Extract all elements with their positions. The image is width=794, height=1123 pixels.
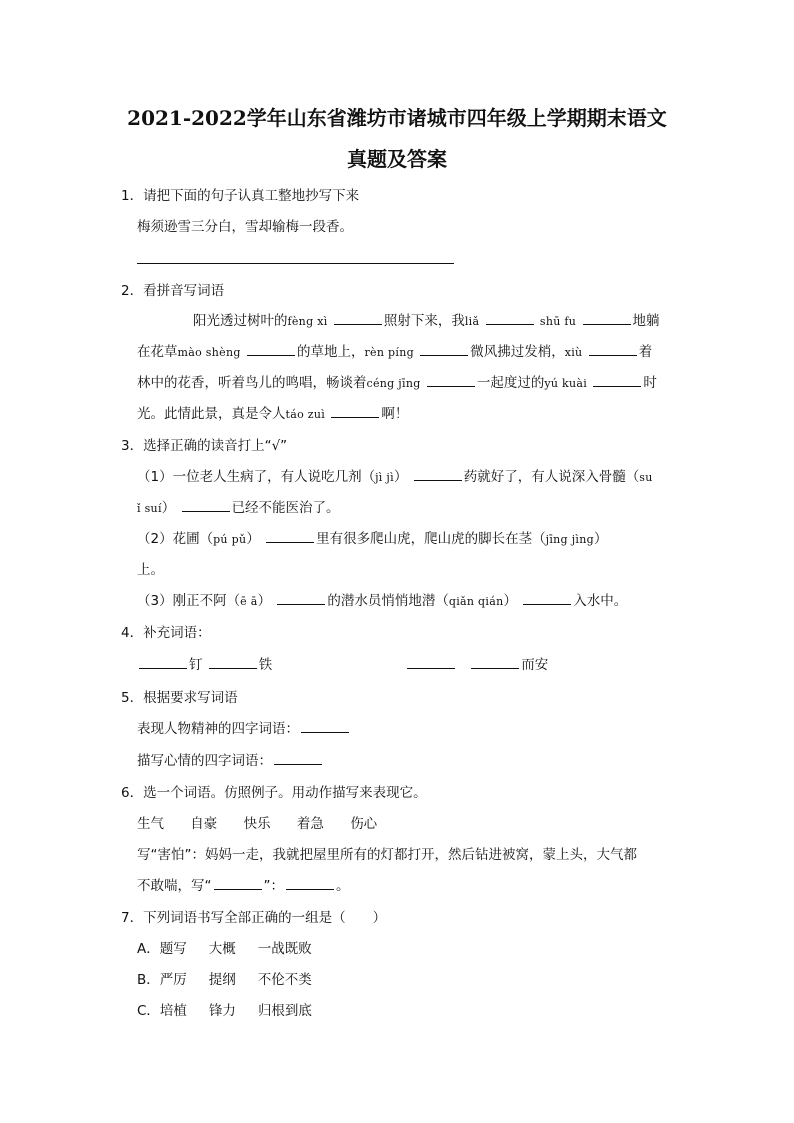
q6-text: 不敢喘，写“ [137,878,212,894]
answer-blank[interactable] [286,877,334,890]
pinyin: xiù [564,346,583,359]
answer-blank[interactable] [427,374,475,387]
q2-text: 光。此情此景，真是令人 [137,406,286,422]
q7-option-b[interactable] [137,971,312,989]
q3-text: ） [161,500,176,516]
q3-text: ） [503,593,517,609]
q6-word: 生气 [137,816,164,832]
pinyin: mào shèng [177,346,241,359]
q2-text: 啊！ [381,406,409,422]
q3-text: 药就好了，有人说深入骨髓（ [463,469,640,485]
q2-line4 [137,405,408,424]
q3-text: （1）一位老人生病了，有人说吃几剂（ [137,469,376,485]
option-text: 提纲 [208,972,236,988]
q3-text: ） [593,531,608,547]
q3-line5 [137,592,627,611]
q3-text: ） [257,593,272,609]
q1-answer-line [137,263,454,264]
option-text: 大概 [208,941,236,957]
q6-word: 着急 [296,816,324,832]
option-text: 锋力 [208,1003,236,1019]
answer-blank[interactable] [334,312,382,325]
q6-example-line2 [137,877,350,895]
answer-blank[interactable] [277,592,325,605]
q6-example-line1: 写“害怕”：妈妈一走，我就把屋里所有的灯都打开，然后钻进被窝，蒙上头，大气都 [137,847,637,863]
q4-word: 钉 [189,657,203,673]
q3-text: （3）刚正不阿（ [137,593,241,609]
q3-line3 [137,530,607,549]
q4-line [137,656,272,674]
pinyin: pú pǔ [213,533,247,546]
q3-text: 里有很多爬山虎，爬山虎的脚长在茎（ [316,531,546,547]
answer-blank[interactable] [266,530,314,543]
q7-option-c[interactable] [137,1002,312,1020]
pinyin: qiǎn qián [448,595,504,608]
q2-text: 在花草 [137,344,178,360]
q3-text: 入水中。 [573,593,628,609]
q6-text: ”： [263,878,284,894]
answer-blank[interactable] [414,468,462,481]
pinyin: liǎ [464,315,480,328]
answer-blank[interactable] [209,656,257,669]
q2-line3 [137,374,657,393]
answer-blank[interactable] [420,343,468,356]
q5-line2 [137,752,324,770]
answer-blank[interactable] [486,312,534,325]
q2-text: 时 [643,375,657,391]
option-text: 不伦不类 [257,972,312,988]
q3-text: （2）花圃（ [137,531,214,547]
q3-text: 的潜水员悄悄地潜（ [327,593,449,609]
answer-blank[interactable] [589,343,637,356]
answer-blank[interactable] [274,752,322,765]
q7-heading: 7．下列词语书写全部正确的一组是（ ） [121,910,387,926]
q2-text: 地躺 [632,313,660,329]
q6-word: 伤心 [350,816,378,832]
q5-text: 表现人物精神的四字词语： [137,721,299,737]
answer-blank[interactable] [471,656,519,669]
answer-blank[interactable] [331,405,379,418]
pinyin: su [639,471,653,484]
pinyin: yú kuài [544,377,588,390]
q6-word-list [137,815,377,833]
q1-sentence: 梅须逊雪三分白，雪却输梅一段香。 [137,219,353,235]
answer-blank[interactable] [301,720,349,733]
q6-heading: 6．选一个词语。仿照例子。用动作描写来表现它。 [121,785,427,801]
q5-text: 描写心情的四字词语： [137,753,272,769]
q6-word: 快乐 [243,816,271,832]
q2-text: 林中的花香，听着鸟儿的鸣唱，畅谈着 [137,375,367,391]
q2-text: 照射下来，我 [383,313,465,329]
option-text: C．培植 [137,1003,187,1019]
q3-text: ） [246,531,260,547]
answer-blank[interactable] [407,656,455,669]
q7-option-a[interactable] [137,940,312,958]
pinyin: jì jì [375,471,394,484]
pinyin: jīng jìng [545,533,594,546]
q4-heading: 4．补充词语： [121,625,211,641]
answer-blank[interactable] [214,877,262,890]
pinyin: rèn píng [364,346,414,359]
answer-blank[interactable] [182,499,230,512]
document-title-line2: 真题及答案 [347,147,447,171]
option-text: B．严厉 [137,972,187,988]
q5-line1 [137,720,351,738]
q6-text: 。 [336,878,350,894]
document-title-line1: 2021-2022学年山东省潍坊市诸城市四年级上学期期末语文 [127,106,667,130]
q3-line4: 上。 [137,562,164,578]
q2-text: 微风拂过发梢， [470,344,565,360]
answer-blank[interactable] [247,343,295,356]
q4-word: 而安 [521,657,549,673]
option-text: A．题写 [137,941,187,957]
answer-blank[interactable] [523,592,571,605]
q3-line2 [137,499,340,518]
q4-line-right [405,656,548,674]
q6-word: 自豪 [190,816,218,832]
q1-heading: 1．请把下面的句子认真工整地抄写下来 [121,188,360,204]
q3-text: ） [393,469,408,485]
option-text: 归根到底 [257,1003,312,1019]
q3-text: 已经不能医治了。 [231,500,340,516]
q2-text: 阳光透过树叶的 [193,313,288,329]
q2-line2 [137,343,652,362]
pinyin: shū fu [539,315,577,328]
pinyin: ǐ suí [137,502,162,515]
q2-text: 着 [638,344,653,360]
q2-heading: 2．看拼音写词语 [121,283,225,299]
pinyin: fèng xì [287,315,328,328]
q5-heading: 5．根据要求写词语 [121,690,238,706]
answer-blank[interactable] [593,374,641,387]
q3-heading: 3．选择正确的读音打上“√” [121,438,288,454]
pinyin: céng jīng [366,377,421,390]
q2-text: 的草地上， [296,344,365,360]
answer-blank[interactable] [583,312,631,325]
q2-text: 一起度过的 [476,375,545,391]
q2-line1 [193,312,660,331]
pinyin: ē ā [240,595,258,608]
q4-word: 铁 [258,657,273,673]
option-text: 一战既败 [257,941,312,957]
pinyin: táo zuì [285,408,326,421]
q3-line1 [137,468,653,487]
answer-blank[interactable] [139,656,187,669]
